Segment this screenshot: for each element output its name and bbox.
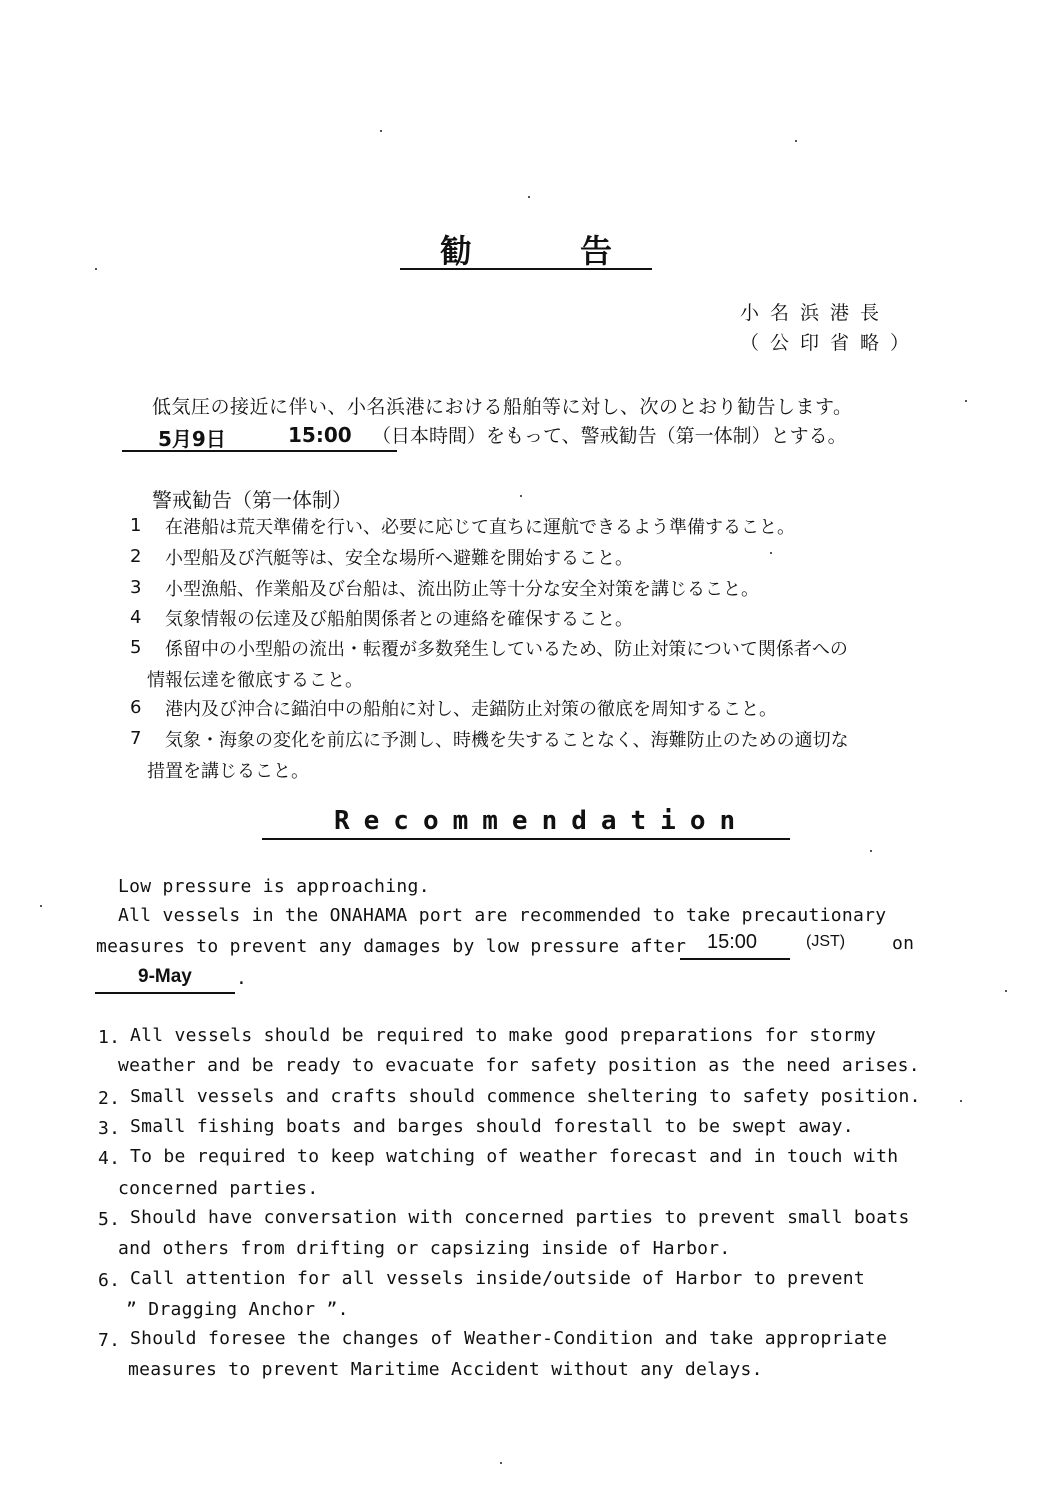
scan-speck (95, 268, 97, 270)
en-item-text: All vessels should be required to make good preparations for stormy (130, 1025, 877, 1046)
en-timezone: (JST) (806, 933, 846, 950)
scan-speck (380, 130, 382, 132)
jp-effective-statement: （日本時間）をもって、警戒勧告（第一体制）とする。 (372, 425, 847, 447)
en-item-number: 6. (98, 1270, 121, 1291)
en-title (262, 806, 790, 840)
en-intro-line-2: All vessels in the ONAHAMA port are recommended to take precautionary (118, 905, 887, 926)
jp-title (400, 226, 652, 270)
en-date-period: . (236, 968, 248, 989)
en-intro-line-3: measures to prevent any damages by low pressure after (96, 936, 687, 957)
scan-speck (520, 495, 522, 497)
jp-section-heading: 警戒勧告（第一体制） (152, 488, 352, 512)
jp-item-number: 6 (130, 697, 142, 718)
en-item-number: 4. (98, 1148, 121, 1169)
en-item-text: To be required to keep watching of weather forecast and in touch with (130, 1146, 899, 1167)
jp-item-text: 港内及び沖合に錨泊中の船舶に対し、走錨防止対策の徹底を周知すること。 (165, 699, 777, 720)
jp-item-text: 気象情報の伝達及び船舶関係者との連絡を確保すること。 (165, 609, 633, 630)
en-item-text-continued: and others from drifting or capsizing inside of Harbor. (118, 1238, 731, 1259)
jp-item-text-continued: 情報伝達を徹底すること。 (147, 670, 363, 691)
jp-item-number: 4 (130, 607, 142, 628)
scan-speck (528, 196, 530, 198)
jp-title-char-2: 告 (580, 232, 613, 270)
en-title-text: Recommendation (334, 806, 750, 836)
scan-speck (960, 1100, 962, 1102)
jp-effective-date: 5月9日 (158, 427, 226, 451)
jp-item-text: 小型船及び汽艇等は、安全な場所へ避難を開始すること。 (165, 548, 633, 569)
jp-item-text: 在港船は荒天準備を行い、必要に応じて直ちに運航できるよう準備すること。 (165, 517, 795, 538)
en-effective-time: 15:00 (707, 931, 758, 953)
jp-title-char-1: 勧 (440, 232, 473, 270)
jp-item-number: 7 (130, 728, 142, 749)
en-item-number: 5. (98, 1209, 121, 1230)
jp-intro: 低気圧の接近に伴い、小名浜港における船舶等に対し、次のとおり勧告します。 (152, 396, 853, 418)
en-item-text: Small fishing boats and barges should forestall to be swept away. (130, 1116, 854, 1137)
jp-item-text-continued: 措置を講じること。 (147, 761, 309, 782)
en-item-text-continued: ” Dragging Anchor ”. (126, 1299, 349, 1320)
seal-omitted-note: （公印省略） (740, 332, 921, 354)
issuing-authority: 小名浜港長 (740, 302, 891, 324)
scan-speck (40, 905, 42, 907)
jp-item-text: 気象・海象の変化を前広に予測し、時機を失することなく、海難防止のための適切な (165, 730, 849, 751)
en-item-text: Should foresee the changes of Weather-Condition and take appropriate (130, 1328, 888, 1349)
en-item-number: 3. (98, 1118, 121, 1139)
en-intro-line-1: Low pressure is approaching. (118, 876, 430, 897)
en-item-text-continued: concerned parties. (118, 1178, 319, 1199)
en-on-word: on (892, 933, 915, 954)
jp-item-text: 小型漁船、作業船及び台船は、流出防止等十分な安全対策を講じること。 (165, 579, 759, 600)
jp-item-number: 5 (130, 637, 142, 658)
en-item-number: 7. (98, 1330, 121, 1351)
scan-speck (500, 1462, 502, 1464)
scan-speck (795, 140, 797, 142)
jp-item-number: 3 (130, 577, 142, 598)
jp-item-number: 1 (130, 515, 142, 536)
en-item-text: Should have conversation with concerned parties to prevent small boats (130, 1207, 910, 1228)
jp-effective-time: 15:00 (288, 423, 352, 447)
en-item-text: Call attention for all vessels inside/outside of Harbor to prevent (130, 1268, 866, 1289)
en-item-text: Small vessels and crafts should commence sheltering to safety position. (130, 1086, 921, 1107)
jp-item-number: 2 (130, 546, 142, 567)
en-item-text-continued: weather and be ready to evacuate for safety position as the need arises. (118, 1055, 920, 1076)
jp-item-text: 係留中の小型船の流出・転覆が多数発生しているため、防止対策について関係者への (165, 639, 848, 660)
en-item-number: 2. (98, 1088, 121, 1109)
scan-speck (770, 552, 772, 554)
en-item-number: 1. (98, 1027, 121, 1048)
en-effective-date: 9-May (138, 966, 192, 987)
en-item-text-continued: measures to prevent Maritime Accident without any delays. (128, 1359, 763, 1380)
scan-speck (1005, 990, 1007, 992)
scan-speck (965, 400, 967, 402)
scan-speck (870, 850, 872, 852)
